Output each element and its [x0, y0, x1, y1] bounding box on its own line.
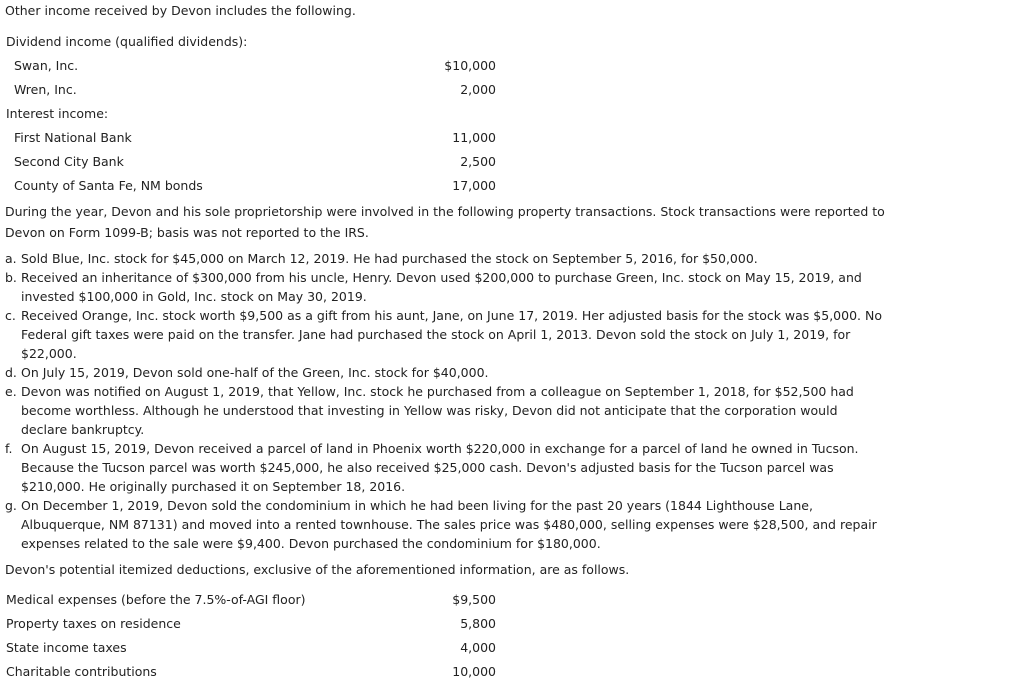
list-item [5, 249, 885, 268]
item-text: Devon was notified on August 1, 2019, that Yellow, Inc. stock he purchased from a colleague on September 1, 2018, for $52,500 had become worthless. Although he understood that investing in Yellow was risky, Devon did not anticipate that the corporation would declare bankruptcy. [21, 384, 854, 437]
row-amount: 11,000 [452, 130, 496, 145]
table-row [0, 612, 520, 636]
item-letter: f. [5, 441, 13, 456]
row-label: State income taxes [6, 640, 127, 655]
row-label: County of Santa Fe, NM bonds [14, 178, 203, 193]
list-item [5, 496, 885, 553]
row-amount: 5,800 [460, 616, 496, 631]
row-amount: 2,000 [460, 82, 496, 97]
list-item [5, 363, 885, 382]
row-amount: 4,000 [460, 640, 496, 655]
table-row [0, 150, 520, 174]
item-text: Received Orange, Inc. stock worth $9,500 as a gift from his aunt, Jane, on June 17, 2019. Her adjusted basis for the stock was $5,000. No Federal gift taxes were paid on the transfer. Jane had purchased the stock on April 1, 2013. Devon sold the stock on July 1, 2019, for $22,000. [21, 308, 882, 361]
row-amount: $9,500 [452, 592, 496, 607]
row-label: Property taxes on residence [6, 616, 181, 631]
interest-heading: Interest income: [6, 106, 109, 121]
item-letter: a. [5, 251, 17, 266]
item-letter: d. [5, 365, 17, 380]
table-row [0, 660, 520, 684]
item-text: On August 15, 2019, Devon received a parcel of land in Phoenix worth $220,000 in exchange for a parcel of land he owned in Tucson. Because the Tucson parcel was worth $245,000, he also received $25,000 cash. Devon's adjusted basis for the Tucson parcel was $210,000. He originally purchased it on September 18, 2016. [21, 441, 859, 494]
row-label: Swan, Inc. [14, 58, 79, 73]
list-item [5, 306, 885, 363]
table-row [0, 78, 520, 102]
item-letter: b. [5, 270, 17, 285]
intro-text: Other income received by Devon includes the following. [5, 3, 356, 18]
table-row [0, 54, 520, 78]
item-letter: c. [5, 308, 16, 323]
transactions-list [5, 249, 885, 553]
deductions-intro: Devon's potential itemized deductions, exclusive of the aforementioned information, are as follows. [5, 562, 630, 577]
dividend-heading: Dividend income (qualified dividends): [6, 34, 248, 49]
dividend-heading-row [0, 30, 520, 54]
row-label: First National Bank [14, 130, 132, 145]
item-letter: g. [5, 498, 17, 513]
item-text: On December 1, 2019, Devon sold the condominium in which he had been living for the past 20 years (1844 Lighthouse Lane, Albuquerque, NM 87131) and moved into a rented townhouse. The sales price was $480,000, selling expenses were $28,500, and repair expenses related to the sale were $9,400. Devon purchased the condominium for $180,000. [21, 498, 877, 551]
interest-heading-row [0, 102, 520, 126]
row-label: Charitable contributions [6, 664, 157, 679]
list-item [5, 382, 885, 439]
table-row [0, 126, 520, 150]
item-letter: e. [5, 384, 17, 399]
list-item [5, 439, 885, 496]
transactions-intro: During the year, Devon and his sole proprietorship were involved in the following property transactions. Stock transactions were reported to Devon on Form 1099-B; basis was not reported to the IRS. [5, 204, 885, 240]
row-label: Wren, Inc. [14, 82, 77, 97]
item-text: On July 15, 2019, Devon sold one-half of the Green, Inc. stock for $40,000. [21, 365, 489, 380]
row-amount: $10,000 [444, 58, 496, 73]
item-text: Sold Blue, Inc. stock for $45,000 on March 12, 2019. He had purchased the stock on September 5, 2016, for $50,000. [21, 251, 758, 266]
row-amount: 2,500 [460, 154, 496, 169]
row-amount: 17,000 [452, 178, 496, 193]
item-text: Received an inheritance of $300,000 from his uncle, Henry. Devon used $200,000 to purchase Green, Inc. stock on May 15, 2019, and invested $100,000 in Gold, Inc. stock on May 30, 2019. [21, 270, 862, 304]
row-label: Medical expenses (before the 7.5%-of-AGI floor) [6, 592, 306, 607]
row-label: Second City Bank [14, 154, 124, 169]
table-row [0, 174, 520, 198]
table-row [0, 588, 520, 612]
income-table [0, 30, 520, 198]
table-row [0, 636, 520, 660]
deductions-table [0, 588, 520, 684]
row-amount: 10,000 [452, 664, 496, 679]
list-item [5, 268, 885, 306]
